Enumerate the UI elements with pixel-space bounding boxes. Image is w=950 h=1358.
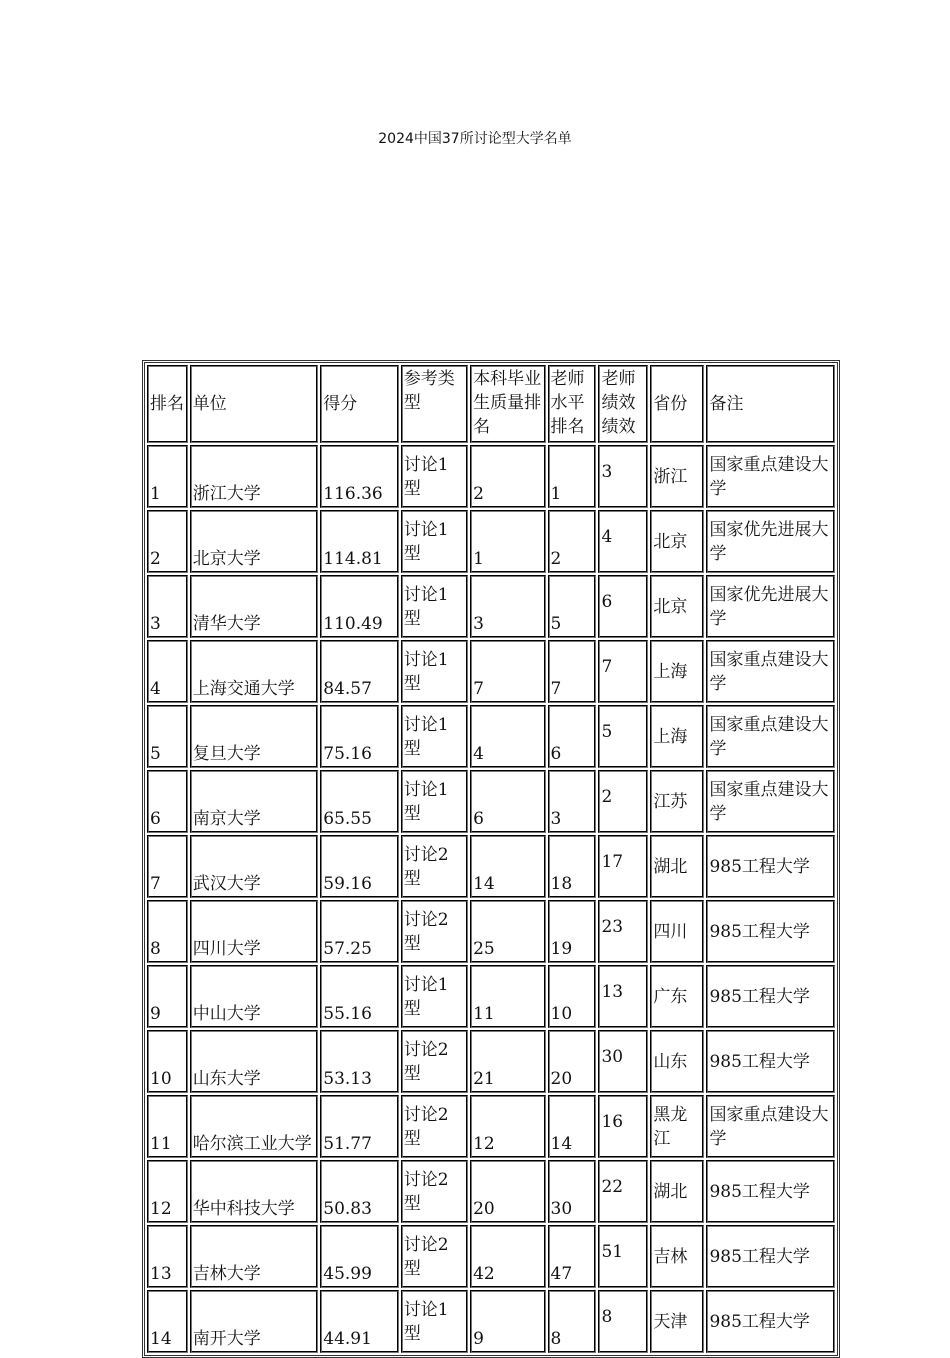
table-row: [147, 1225, 835, 1288]
cell-unit: 山东大学: [190, 1030, 318, 1093]
cell-province: 四川: [650, 900, 704, 963]
cell-note: 985工程大学: [706, 1160, 835, 1223]
cell-teacher-perf: 4: [598, 510, 648, 573]
header-score: 得分: [320, 365, 399, 443]
cell-teacher-level: 3: [548, 770, 597, 833]
cell-type: 讨论2型: [401, 1225, 468, 1288]
cell-type: 讨论1型: [401, 770, 468, 833]
cell-type: 讨论1型: [401, 705, 468, 768]
cell-note: 国家重点建设大学: [706, 445, 835, 508]
cell-unit: 复旦大学: [190, 705, 318, 768]
cell-province: 上海: [650, 640, 704, 703]
cell-teacher-level: 30: [548, 1160, 597, 1223]
cell-rank: 9: [147, 965, 188, 1028]
cell-teacher-perf: 8: [598, 1290, 648, 1353]
cell-teacher-perf: 16: [598, 1095, 648, 1158]
cell-undergrad: 12: [470, 1095, 545, 1158]
header-teacher-performance: 老师绩效绩效: [598, 365, 648, 443]
table-row: [147, 640, 835, 703]
cell-score: 53.13: [320, 1030, 399, 1093]
cell-score: 59.16: [320, 835, 399, 898]
ranking-table: [145, 363, 837, 1355]
cell-note: 国家重点建设大学: [706, 770, 835, 833]
cell-note: 985工程大学: [706, 1290, 835, 1353]
cell-type: 讨论1型: [401, 640, 468, 703]
cell-unit: 武汉大学: [190, 835, 318, 898]
cell-score: 65.55: [320, 770, 399, 833]
table-row: [147, 1095, 835, 1158]
table-row: [147, 835, 835, 898]
cell-teacher-level: 47: [548, 1225, 597, 1288]
document-title: 2024中国37所讨论型大学名单: [378, 131, 572, 147]
cell-teacher-perf: 5: [598, 705, 648, 768]
table-row: [147, 445, 835, 508]
cell-province: 吉林: [650, 1225, 704, 1288]
cell-type: 讨论2型: [401, 1030, 468, 1093]
cell-province: 广东: [650, 965, 704, 1028]
cell-undergrad: 4: [470, 705, 545, 768]
cell-teacher-level: 10: [548, 965, 597, 1028]
ranking-table-frame: [142, 360, 840, 1358]
cell-rank: 7: [147, 835, 188, 898]
header-unit: 单位: [190, 365, 318, 443]
cell-undergrad: 21: [470, 1030, 545, 1093]
cell-note: 985工程大学: [706, 965, 835, 1028]
header-note: 备注: [706, 365, 835, 443]
cell-unit: 北京大学: [190, 510, 318, 573]
cell-teacher-perf: 30: [598, 1030, 648, 1093]
cell-teacher-perf: 22: [598, 1160, 648, 1223]
cell-undergrad: 6: [470, 770, 545, 833]
cell-teacher-level: 5: [548, 575, 597, 638]
cell-teacher-perf: 13: [598, 965, 648, 1028]
cell-unit: 南开大学: [190, 1290, 318, 1353]
cell-province: 湖北: [650, 835, 704, 898]
cell-unit: 清华大学: [190, 575, 318, 638]
cell-score: 55.16: [320, 965, 399, 1028]
cell-province: 天津: [650, 1290, 704, 1353]
cell-teacher-perf: 6: [598, 575, 648, 638]
cell-teacher-level: 6: [548, 705, 597, 768]
cell-type: 讨论1型: [401, 510, 468, 573]
header-undergrad-quality: 本科毕业生质量排名: [470, 365, 545, 443]
cell-rank: 2: [147, 510, 188, 573]
cell-type: 讨论2型: [401, 1095, 468, 1158]
cell-undergrad: 20: [470, 1160, 545, 1223]
cell-undergrad: 11: [470, 965, 545, 1028]
cell-undergrad: 14: [470, 835, 545, 898]
cell-undergrad: 9: [470, 1290, 545, 1353]
cell-note: 国家重点建设大学: [706, 705, 835, 768]
cell-unit: 中山大学: [190, 965, 318, 1028]
cell-undergrad: 2: [470, 445, 545, 508]
cell-province: 江苏: [650, 770, 704, 833]
cell-note: 985工程大学: [706, 900, 835, 963]
cell-teacher-level: 14: [548, 1095, 597, 1158]
cell-note: 国家重点建设大学: [706, 640, 835, 703]
cell-undergrad: 1: [470, 510, 545, 573]
cell-unit: 吉林大学: [190, 1225, 318, 1288]
table-row: [147, 1160, 835, 1223]
cell-rank: 6: [147, 770, 188, 833]
cell-rank: 4: [147, 640, 188, 703]
table-row: [147, 770, 835, 833]
table-row: [147, 1030, 835, 1093]
table-row: [147, 575, 835, 638]
header-rank: 排名: [147, 365, 188, 443]
cell-province: 湖北: [650, 1160, 704, 1223]
cell-note: 国家优先进展大学: [706, 575, 835, 638]
cell-province: 浙江: [650, 445, 704, 508]
cell-undergrad: 42: [470, 1225, 545, 1288]
cell-rank: 3: [147, 575, 188, 638]
cell-note: 国家优先进展大学: [706, 510, 835, 573]
cell-unit: 上海交通大学: [190, 640, 318, 703]
cell-score: 45.99: [320, 1225, 399, 1288]
cell-score: 44.91: [320, 1290, 399, 1353]
cell-score: 114.81: [320, 510, 399, 573]
cell-teacher-perf: 17: [598, 835, 648, 898]
cell-unit: 华中科技大学: [190, 1160, 318, 1223]
cell-rank: 8: [147, 900, 188, 963]
cell-type: 讨论1型: [401, 575, 468, 638]
cell-province: 北京: [650, 510, 704, 573]
cell-unit: 浙江大学: [190, 445, 318, 508]
cell-teacher-perf: 2: [598, 770, 648, 833]
cell-teacher-perf: 3: [598, 445, 648, 508]
cell-province: 上海: [650, 705, 704, 768]
cell-note: 国家重点建设大学: [706, 1095, 835, 1158]
cell-type: 讨论1型: [401, 445, 468, 508]
table-row: [147, 705, 835, 768]
cell-score: 110.49: [320, 575, 399, 638]
cell-province: 山东: [650, 1030, 704, 1093]
cell-unit: 哈尔滨工业大学: [190, 1095, 318, 1158]
cell-rank: 14: [147, 1290, 188, 1353]
cell-score: 75.16: [320, 705, 399, 768]
header-province: 省份: [650, 365, 704, 443]
table-header-row: [147, 365, 835, 443]
cell-rank: 12: [147, 1160, 188, 1223]
cell-rank: 10: [147, 1030, 188, 1093]
table-row: [147, 510, 835, 573]
cell-note: 985工程大学: [706, 1030, 835, 1093]
cell-unit: 南京大学: [190, 770, 318, 833]
cell-type: 讨论2型: [401, 900, 468, 963]
cell-teacher-level: 8: [548, 1290, 597, 1353]
cell-score: 57.25: [320, 900, 399, 963]
cell-teacher-perf: 23: [598, 900, 648, 963]
cell-type: 讨论2型: [401, 835, 468, 898]
cell-rank: 5: [147, 705, 188, 768]
cell-score: 84.57: [320, 640, 399, 703]
cell-type: 讨论1型: [401, 1290, 468, 1353]
table-row: [147, 965, 835, 1028]
cell-type: 讨论1型: [401, 965, 468, 1028]
cell-teacher-level: 1: [548, 445, 597, 508]
cell-teacher-level: 19: [548, 900, 597, 963]
table-row: [147, 900, 835, 963]
cell-rank: 11: [147, 1095, 188, 1158]
cell-rank: 13: [147, 1225, 188, 1288]
cell-note: 985工程大学: [706, 835, 835, 898]
header-teacher-level: 老师水平排名: [548, 365, 597, 443]
cell-rank: 1: [147, 445, 188, 508]
cell-score: 116.36: [320, 445, 399, 508]
cell-teacher-level: 7: [548, 640, 597, 703]
cell-undergrad: 3: [470, 575, 545, 638]
cell-province: 黑龙江: [650, 1095, 704, 1158]
cell-province: 北京: [650, 575, 704, 638]
cell-teacher-level: 2: [548, 510, 597, 573]
header-type: 参考类型: [401, 365, 468, 443]
cell-teacher-level: 18: [548, 835, 597, 898]
cell-undergrad: 7: [470, 640, 545, 703]
cell-teacher-perf: 51: [598, 1225, 648, 1288]
cell-type: 讨论2型: [401, 1160, 468, 1223]
cell-score: 51.77: [320, 1095, 399, 1158]
cell-undergrad: 25: [470, 900, 545, 963]
cell-note: 985工程大学: [706, 1225, 835, 1288]
cell-teacher-level: 20: [548, 1030, 597, 1093]
cell-teacher-perf: 7: [598, 640, 648, 703]
cell-score: 50.83: [320, 1160, 399, 1223]
cell-unit: 四川大学: [190, 900, 318, 963]
